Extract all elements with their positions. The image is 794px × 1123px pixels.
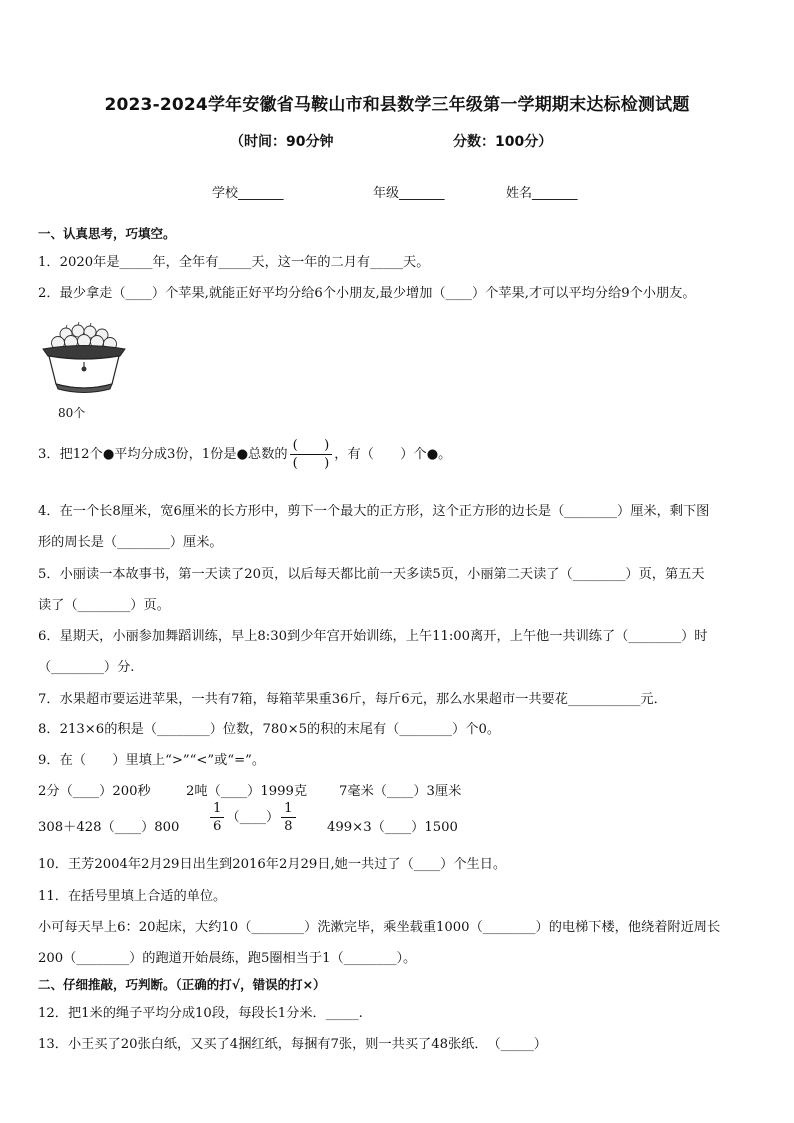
fraction-numerator: 1 [210, 800, 224, 818]
question-9-row-1b: 2吨（____）1999克 [186, 784, 308, 799]
question-1: 1．2020年是_____年，全年有_____天，这一年的二月有_____天。 [38, 255, 430, 270]
fraction-denominator: 8 [284, 819, 293, 834]
compare-blank: （____） [226, 810, 280, 825]
question-7: 7．水果超市要运进苹果，一共有7箱，每箱苹果重36斤，每斤6元，那么水果超市一共要花___________元． [38, 692, 667, 707]
question-3 [38, 437, 451, 472]
question-9-row-2c: 499×3（____）1500 [327, 820, 458, 835]
question-4-line-1: 4．在一个长8厘米，宽6厘米的长方形中，剪下一个最大的正方形，这个正方形的边长是（________）厘米，剩下图 [38, 504, 710, 519]
section-1-heading: 一、认真思考，巧填空。 [38, 226, 176, 241]
question-2: 2．最少拿走（____）个苹果,就能正好平均分给6个小朋友,最少增加（____）个苹果,才可以平均分给9个小朋友。 [38, 286, 696, 301]
fraction-denominator: 6 [213, 819, 222, 834]
question-8: 8．213×6的积是（________）位数，780×5的积的末尾有（________）个0。 [38, 722, 501, 737]
question-3-fraction [290, 437, 333, 472]
question-11: 11．在括号里填上合适的单位。 [38, 889, 227, 904]
section-2-heading: 二、仔细推敲，巧判断。（正确的打√，错误的打×） [38, 977, 326, 992]
question-9-row-1a: 2分（____）200秒 [38, 784, 151, 799]
question-5-line-1: 5．小丽读一本故事书，第一天读了20页，以后每天都比前一天多读5页，小丽第二天读了（________）页，第五天 [38, 567, 705, 582]
question-6-line-2: （________）分. [38, 660, 135, 675]
exam-score: 分数：100分） [453, 134, 553, 150]
question-5-line-2: 读了（________）页。 [38, 598, 170, 613]
name-field: 姓名_______ [506, 186, 578, 201]
apple-basket-image [40, 318, 128, 406]
question-3-text-a: 3．把12个●平均分成3份，1份是●总数的 [38, 447, 288, 462]
fraction-one-eighth [281, 800, 295, 835]
fraction-numerator: 1 [281, 800, 295, 818]
question-11-line-2: 200（________）的跑道开始晨练，跑5圈相当于1（________）。 [38, 951, 417, 966]
question-9-row-2a: 308＋428（____）800 [38, 820, 180, 835]
fraction-one-sixth [210, 800, 224, 835]
exam-time: （时间：90分钟 [230, 134, 334, 150]
question-9: 9．在（ ）里填上“>”“<”或“=”。 [38, 753, 266, 768]
school-field: 学校_______ [212, 186, 284, 201]
question-12: 12．把1米的绳子平均分成10段，每段长1分米．_____. [38, 1006, 363, 1021]
basket-caption: 80个 [58, 406, 86, 420]
question-11-line-1: 小可每天早上6：20起床，大约10（________）洗漱完毕，乘坐载重1000（________）的电梯下楼，他绕着附近周长 [38, 920, 721, 935]
page-title: 2023-2024学年安徽省马鞍山市和县数学三年级第一学期期末达标检测试题 [104, 95, 690, 115]
grade-field: 年级_______ [373, 186, 445, 201]
fraction-numerator: ( ) [290, 437, 333, 455]
question-4-line-2: 形的周长是（________）厘米。 [38, 535, 223, 550]
question-13: 13．小王买了20张白纸，又买了4捆红纸，每捆有7张，则一共买了48张纸． （_____） [38, 1037, 547, 1052]
question-10: 10．王芳2004年2月29日出生到2016年2月29日,她一共过了（____）个生日。 [38, 857, 507, 872]
question-9-row-1c: 7毫米（____）3厘米 [339, 784, 462, 799]
question-9-fraction-compare [208, 800, 298, 835]
question-3-text-b: ，有（ ）个●。 [334, 447, 452, 462]
fraction-denominator: ( ) [292, 456, 330, 471]
question-6-line-1: 6．星期天，小丽参加舞蹈训练，早上8:30到少年宫开始训练，上午11:00离开，上午他一共训练了（________）时 [38, 629, 708, 644]
